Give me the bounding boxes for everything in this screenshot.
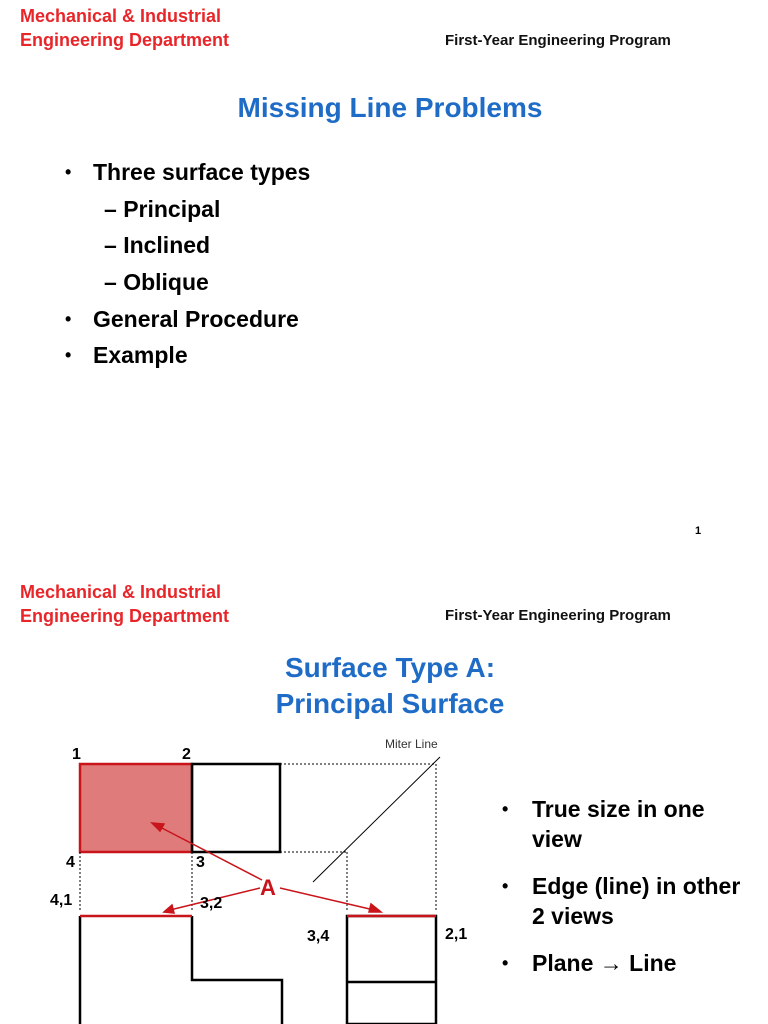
arrow-to-side-view <box>280 888 374 910</box>
surface-a-label: A <box>260 875 276 900</box>
bullet-text: Example <box>93 342 188 368</box>
dash-marker: – <box>104 269 117 295</box>
vertex-label: 4,1 <box>50 892 73 909</box>
arrowhead <box>369 904 381 912</box>
miter-line-label: Miter Line <box>385 737 438 751</box>
sub-bullet-text: Oblique <box>123 269 209 295</box>
department-line-2: Engineering Department <box>20 606 230 626</box>
bullet-text: Edge (line) in other 2 views <box>532 873 741 929</box>
bullet-marker: • <box>65 162 72 182</box>
title-line-2: Principal Surface <box>275 688 505 719</box>
vertex-label: 1 <box>72 746 81 763</box>
slide-title: Missing Line Problems <box>237 92 543 123</box>
bullet-marker: • <box>502 799 509 819</box>
bullet-marker: • <box>502 953 509 973</box>
bullet-marker: • <box>502 876 509 896</box>
side-view-rect <box>347 916 436 1024</box>
title-line-1: Surface Type A: <box>284 652 496 683</box>
miter-line <box>313 757 440 882</box>
page-number: 1 <box>695 525 702 537</box>
vertex-label: 3,2 <box>200 895 223 912</box>
program-name: First-Year Engineering Program <box>445 32 671 49</box>
bullet-marker: • <box>65 309 72 329</box>
arrowhead <box>164 905 174 913</box>
dash-marker: – <box>104 196 117 222</box>
surface-a-top-view <box>80 764 192 852</box>
vertex-label: 2,1 <box>445 926 468 943</box>
sub-bullet-text: Inclined <box>123 232 211 258</box>
dash-marker: – <box>104 232 117 258</box>
vertex-label: 3 <box>196 854 205 871</box>
bullet-item <box>502 794 752 854</box>
department-line-2: Engineering Department <box>20 30 230 50</box>
department-line-1: Mechanical & Industrial <box>20 6 222 26</box>
bullet-item <box>502 871 752 931</box>
bullet-text: Three surface types <box>93 159 311 185</box>
front-view-step <box>192 916 282 1024</box>
program-name: First-Year Engineering Program <box>445 607 671 624</box>
vertex-label: 2 <box>182 746 191 763</box>
bullet-item <box>502 948 752 978</box>
top-view-right-rect <box>192 764 280 852</box>
bullet-text: General Procedure <box>93 306 299 332</box>
bullet-marker: • <box>65 345 72 365</box>
bullet-text: True size in one view <box>532 796 705 852</box>
bullet-text: Plane → Line <box>532 950 677 976</box>
vertex-label: 3,4 <box>307 928 330 945</box>
sub-bullet-text: Principal <box>123 196 221 222</box>
department-line-1: Mechanical & Industrial <box>20 582 222 602</box>
vertex-label: 4 <box>66 854 75 871</box>
